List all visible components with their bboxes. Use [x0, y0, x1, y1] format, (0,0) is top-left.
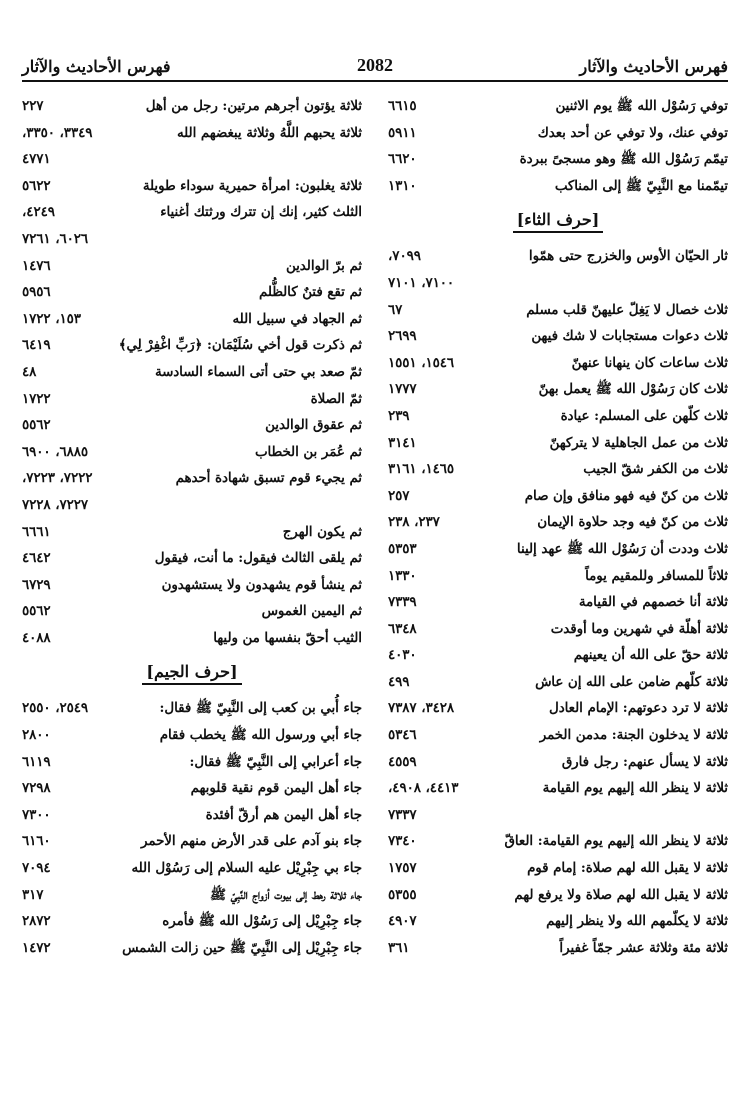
- index-entry: [388, 121, 728, 148]
- section-heading: [388, 200, 728, 244]
- index-entry: [22, 387, 362, 414]
- running-title-right: فهرس الأحاديث والآثار: [579, 57, 728, 76]
- page-number: 2082: [357, 55, 393, 75]
- entry-number: ٤٨: [22, 364, 37, 380]
- entry-number: ٢٣٧، ٢٣٨: [388, 515, 440, 531]
- index-entry: [22, 599, 362, 626]
- index-entry: [388, 617, 728, 644]
- entry-text: جاء ثلاثة رهط إلى بيوت أزواج النَّبِيّ ﷺ: [209, 887, 362, 903]
- index-entry: [22, 776, 362, 803]
- entry-number-continued: ٧٣٣٧: [388, 807, 417, 823]
- entry-number: ٦١١٩: [22, 754, 51, 770]
- entry-text: ثلاث من كنّ فيه فهو منافق وإن صام: [524, 488, 728, 504]
- index-entry: [388, 776, 728, 803]
- entry-number: ٢٥٧: [388, 488, 410, 504]
- index-entry: [388, 457, 728, 484]
- index-entry: [388, 643, 728, 670]
- entry-text: تيمّم رَسُوْل الله ﷺ وهو مسجىً ببردة: [519, 152, 728, 168]
- entry-text: ثلاثة لا يقبل الله لهم صلاة: إمام قوم: [527, 861, 728, 877]
- entry-number: ٧٢٢٢، ٧٢٢٣،: [22, 471, 93, 487]
- entry-number: ٥٣٥٣: [388, 541, 417, 557]
- index-entry: [388, 537, 728, 564]
- entry-text: ثم يلقى الثالث فيقول: ما أنت، فيقول: [154, 551, 362, 567]
- entry-text: توفي رَسُوْل الله ﷺ يوم الاثنين: [555, 99, 728, 114]
- entry-text: ثم تقع فتنٌ كالظُّلم: [258, 285, 362, 301]
- entry-text: جاء بنو آدم على قدر الأرض منهم الأحمر: [141, 834, 362, 850]
- entry-text: ثم برّ الوالدين: [285, 258, 362, 274]
- entry-text: ثلاثة أهلّة في شهرين وما أوقدت: [550, 621, 728, 637]
- entry-text: ثلاثة مئة وثلاثة عشر جمّاً غفيراً: [559, 940, 728, 956]
- entry-text: ثلاث خصال لا يَغِلّ عليهنّ قلب مسلم: [526, 302, 728, 318]
- entry-number: ٢٦٩٩: [388, 329, 417, 345]
- entry-number: ٧٣٣٩: [388, 595, 417, 611]
- entry-text: ثم عقوق الوالدين: [265, 418, 362, 434]
- entry-text: جاء أهل اليمن قوم نقية قلوبهم: [190, 781, 362, 797]
- entry-text: ثمّ صعد بي حتى أتى السماء السادسة: [154, 364, 362, 380]
- entry-number: ٤٩٩: [388, 674, 410, 690]
- right-column: [388, 94, 728, 962]
- entry-text: ثار الحيّان الأوس والخزرج حتى همّوا: [528, 249, 728, 265]
- index-entry: [22, 883, 362, 910]
- entry-text: الثيب أحقّ بنفسها من وليها: [213, 630, 362, 646]
- index-entry: [388, 147, 728, 174]
- index-entry: [388, 431, 728, 458]
- index-entry: [22, 829, 362, 856]
- entry-number: ٥٩٥٦: [22, 285, 51, 301]
- entry-text: ثم يجيء قوم تسبق شهادة أحدهم: [175, 471, 362, 487]
- entry-number: ١٤٧٢: [22, 940, 51, 956]
- index-entry: [388, 377, 728, 404]
- index-entry: [22, 413, 362, 440]
- entry-number: ٧٠٩٩،: [388, 249, 421, 265]
- entry-text: ثلاث ساعات كان ينهانا عنهنّ: [571, 355, 728, 371]
- entry-number: ٤٦٤٢: [22, 551, 51, 567]
- entry-number: ٤٩٠٧: [388, 914, 417, 930]
- entry-text: ثلاثة أنا خصمهم في القيامة: [578, 595, 728, 611]
- entry-number: ٤٢٤٩،: [22, 205, 55, 221]
- entry-text: جاء أعرابي إلى النَّبِيّ ﷺ فقال:: [189, 754, 362, 770]
- left-column: [22, 94, 362, 962]
- entry-text: ثلاث من الكفر شقّ الجيب: [583, 462, 728, 478]
- entry-number: ٥٣٥٥: [388, 887, 417, 903]
- index-entry: [22, 520, 362, 547]
- entry-number: ١٣١٠: [388, 178, 417, 194]
- entry-number: ١٧٢٢: [22, 391, 51, 407]
- index-entry: [388, 244, 728, 271]
- entry-text: ثم ذكرت قول أخي سُلَيْمَان: ﴿رَبِّ اغْفِرْ لِي﴾: [118, 338, 362, 354]
- index-entry: [388, 351, 728, 378]
- index-entry: [388, 298, 728, 325]
- entry-text: ثلاثة حقّ على الله أن يعينهم: [573, 648, 728, 664]
- entry-number-continued: ٦٠٢٦، ٧٢٦١: [22, 231, 89, 247]
- entry-text: ثمّ الصلاة: [310, 391, 362, 407]
- entry-number: ٢٥٤٩، ٢٥٥٠: [22, 701, 89, 717]
- entry-number: ٤٥٥٩: [388, 754, 417, 770]
- index-entry: [22, 546, 362, 573]
- entry-number: ٥٥٦٢: [22, 418, 51, 434]
- entry-text: ثلاثة لا يسأل عنهم: رجل فارق: [561, 754, 728, 770]
- entry-text: ثم يكون الهرج: [282, 524, 362, 540]
- index-entry: [388, 324, 728, 351]
- entry-number: ١٧٥٧: [388, 861, 417, 877]
- entry-number: ٣١٧: [22, 887, 44, 903]
- entry-text: جاء جِبْرِيْل إلى رَسُوْل الله ﷺ فأمره: [162, 914, 362, 930]
- entry-text: ثم عُمَر بن الخطاب: [254, 444, 362, 460]
- index-entry: [388, 723, 728, 750]
- entry-text: تيمّمنا مع النَّبِيّ ﷺ إلى المناكب: [554, 178, 728, 194]
- index-entry: [388, 404, 728, 431]
- entry-text: ثم الجهاد في سبيل الله: [232, 311, 362, 327]
- entry-text: ثلاث وددت أن رَسُوْل الله ﷺ عهد إلينا: [516, 541, 728, 557]
- index-entry: [388, 670, 728, 697]
- index-entry: [388, 829, 728, 856]
- entry-text: ثلاثة لا يدخلون الجنة: مدمن الخمر: [539, 728, 728, 744]
- entry-number: ٦٦٢٠: [388, 152, 417, 168]
- entry-number: ٤٤١٣، ٤٩٠٨،: [388, 781, 459, 797]
- entry-text: ثلاث كان رَسُوْل الله ﷺ يعمل بهنّ: [538, 382, 728, 398]
- entry-text: ثلاثاً للمسافر وللمقيم يوماً: [585, 568, 728, 584]
- entry-text: جاء بي جِبْرِيْل عليه السلام إلى رَسُوْل الله: [131, 861, 362, 877]
- index-entry: [388, 564, 728, 591]
- index-entry: [22, 333, 362, 360]
- index-entry: [388, 936, 728, 963]
- entry-number-continued: ٤٧٧١: [22, 152, 51, 168]
- entry-text: جاء أهل اليمن هم أرقّ أفئدة: [205, 807, 362, 823]
- index-entry: [388, 750, 728, 777]
- entry-number: ٥٦٢٢: [22, 178, 51, 194]
- index-entry: [22, 307, 362, 334]
- entry-text: توفي عنك، ولا توفي عن أحد بعدك: [537, 125, 728, 141]
- index-entry: [388, 510, 728, 537]
- entry-number: ٧٣٤٠: [388, 834, 417, 850]
- index-entry: [22, 280, 362, 307]
- index-entry: [388, 590, 728, 617]
- index-entry: [22, 723, 362, 750]
- entry-text: ثلاث من كنّ فيه وجد حلاوة الإيمان: [537, 515, 728, 531]
- entry-text: ثلاثة كلّهم ضامن على الله إن عاش: [535, 674, 728, 690]
- index-entry: [22, 440, 362, 467]
- entry-number: ٢٨٧٢: [22, 914, 51, 930]
- index-entry: [388, 856, 728, 883]
- index-entry: [22, 466, 362, 493]
- entry-number: ١٥٤٦، ١٥٥١: [388, 355, 455, 371]
- entry-text: ثلاثة يغلبون: امرأة حميرية سوداء طويلة: [142, 178, 362, 194]
- index-entry: [22, 174, 362, 201]
- page-header: [22, 50, 728, 76]
- entry-number: ٥٥٦٢: [22, 604, 51, 620]
- entry-number: ٧٣٠٠: [22, 807, 51, 823]
- entry-number: ٣٦١: [388, 940, 410, 956]
- index-entry: [22, 121, 362, 148]
- index-entry: [22, 856, 362, 883]
- entry-number: ١٤٦٥، ٣١٦١: [388, 462, 455, 478]
- entry-text: ثلاثة يحبهم اللَّهُ وثلاثة يبغضهم الله: [177, 125, 362, 141]
- entry-text: ثم ينشأ قوم يشهدون ولا يستشهدون: [161, 577, 362, 593]
- entry-number: ٧٢٩٨: [22, 781, 51, 797]
- running-title-left: فهرس الأحاديث والآثار: [22, 57, 171, 76]
- entry-number: ١٥٣، ١٧٢٢: [22, 311, 81, 327]
- entry-text: الثلث كثير، إنك إن تترك ورثتك أغنياء: [160, 205, 362, 221]
- index-entry: [388, 484, 728, 511]
- entry-text: ثلاثة يؤتون أجرهم مرتين: رجل من أهل: [145, 99, 362, 114]
- entry-number: ٦٧: [388, 302, 403, 318]
- entry-number: ٦٧٢٩: [22, 577, 51, 593]
- section-heading-text: [حرف الجيم]: [142, 661, 241, 685]
- entry-number: ٦٨٨٥، ٦٩٠٠: [22, 444, 89, 460]
- index-entry: [22, 909, 362, 936]
- entry-text: ثلاثة لا ينظر الله إليهم يوم القيامة: العاقّ: [504, 834, 728, 850]
- index-entry: [22, 626, 362, 653]
- entry-text: جاء أُبي بن كعب إلى النَّبِيّ ﷺ فقال:: [159, 701, 362, 717]
- index-entry: [22, 573, 362, 600]
- index-entry: [388, 883, 728, 910]
- index-entry: [388, 174, 728, 201]
- entry-text: ثلاث من عمل الجاهلية لا يتركهنّ: [549, 435, 728, 451]
- index-entry: [22, 696, 362, 723]
- index-entry: [388, 94, 728, 121]
- entry-number: ٤٠٣٠: [388, 648, 417, 664]
- entry-number: ٦٤١٩: [22, 338, 51, 354]
- index-entry: [22, 254, 362, 281]
- index-entry: [388, 696, 728, 723]
- section-heading-text: [حرف الثاء]: [513, 209, 604, 233]
- entry-text: ثلاثة لا يقبل الله لهم صلاة ولا يرفع لهم: [514, 887, 728, 903]
- index-entry: [22, 936, 362, 963]
- entry-number: ٣٤٢٨، ٧٣٨٧: [388, 701, 455, 717]
- entry-number-continued: ٧٢٢٧، ٧٢٢٨: [22, 497, 89, 513]
- entry-number: ٧٠٩٤: [22, 861, 51, 877]
- entry-text: ثلاثة لا يكلّمهم الله ولا ينظر إليهم: [546, 914, 728, 930]
- entry-number: ٦٦١٥: [388, 99, 417, 114]
- entry-text: ثم اليمين الغموس: [261, 604, 362, 620]
- index-entry: [22, 200, 362, 227]
- entry-number: ٢٣٩: [388, 408, 410, 424]
- entry-number: ٣٣٤٩، ٣٣٥٠،: [22, 125, 93, 141]
- entry-text: جاء جِبْرِيْل إلى النَّبِيّ ﷺ حين زالت الشمس: [122, 940, 362, 956]
- entry-text: ثلاث كلّهن على المسلم: عيادة: [560, 408, 728, 424]
- entry-number-continued: ٧١٠٠، ٧١٠١: [388, 275, 455, 291]
- index-entry: [388, 909, 728, 936]
- entry-text: ثلاث دعوات مستجابات لا شك فيهن: [531, 329, 728, 345]
- section-heading: [22, 652, 362, 696]
- entry-text: جاء أبي ورسول الله ﷺ يخطب فقام: [159, 728, 362, 744]
- entry-number: ٦٦٦١: [22, 524, 51, 540]
- index-entry: [22, 94, 362, 121]
- entry-text: ثلاثة لا ينظر الله إليهم يوم القيامة: [542, 781, 728, 797]
- index-entry: [22, 360, 362, 387]
- entry-number: ٦١٦٠: [22, 834, 51, 850]
- entry-number: ١٧٧٧: [388, 382, 417, 398]
- entry-number: ٥٩١١: [388, 125, 417, 141]
- entry-number: ٦٣٤٨: [388, 621, 417, 637]
- entry-number: ١٣٣٠: [388, 568, 417, 584]
- index-entry: [22, 803, 362, 830]
- entry-number: ٢٨٠٠: [22, 728, 51, 744]
- header-rule: [22, 80, 728, 82]
- index-entry: [22, 750, 362, 777]
- entry-text: ثلاثة لا ترد دعوتهم: الإمام العادل: [549, 701, 728, 717]
- entry-number: ٥٣٤٦: [388, 728, 417, 744]
- entry-number: ١٤٧٦: [22, 258, 51, 274]
- entry-number: ٣١٤١: [388, 435, 417, 451]
- entry-number: ٤٠٨٨: [22, 630, 51, 646]
- entry-number: ٢٢٧: [22, 99, 44, 114]
